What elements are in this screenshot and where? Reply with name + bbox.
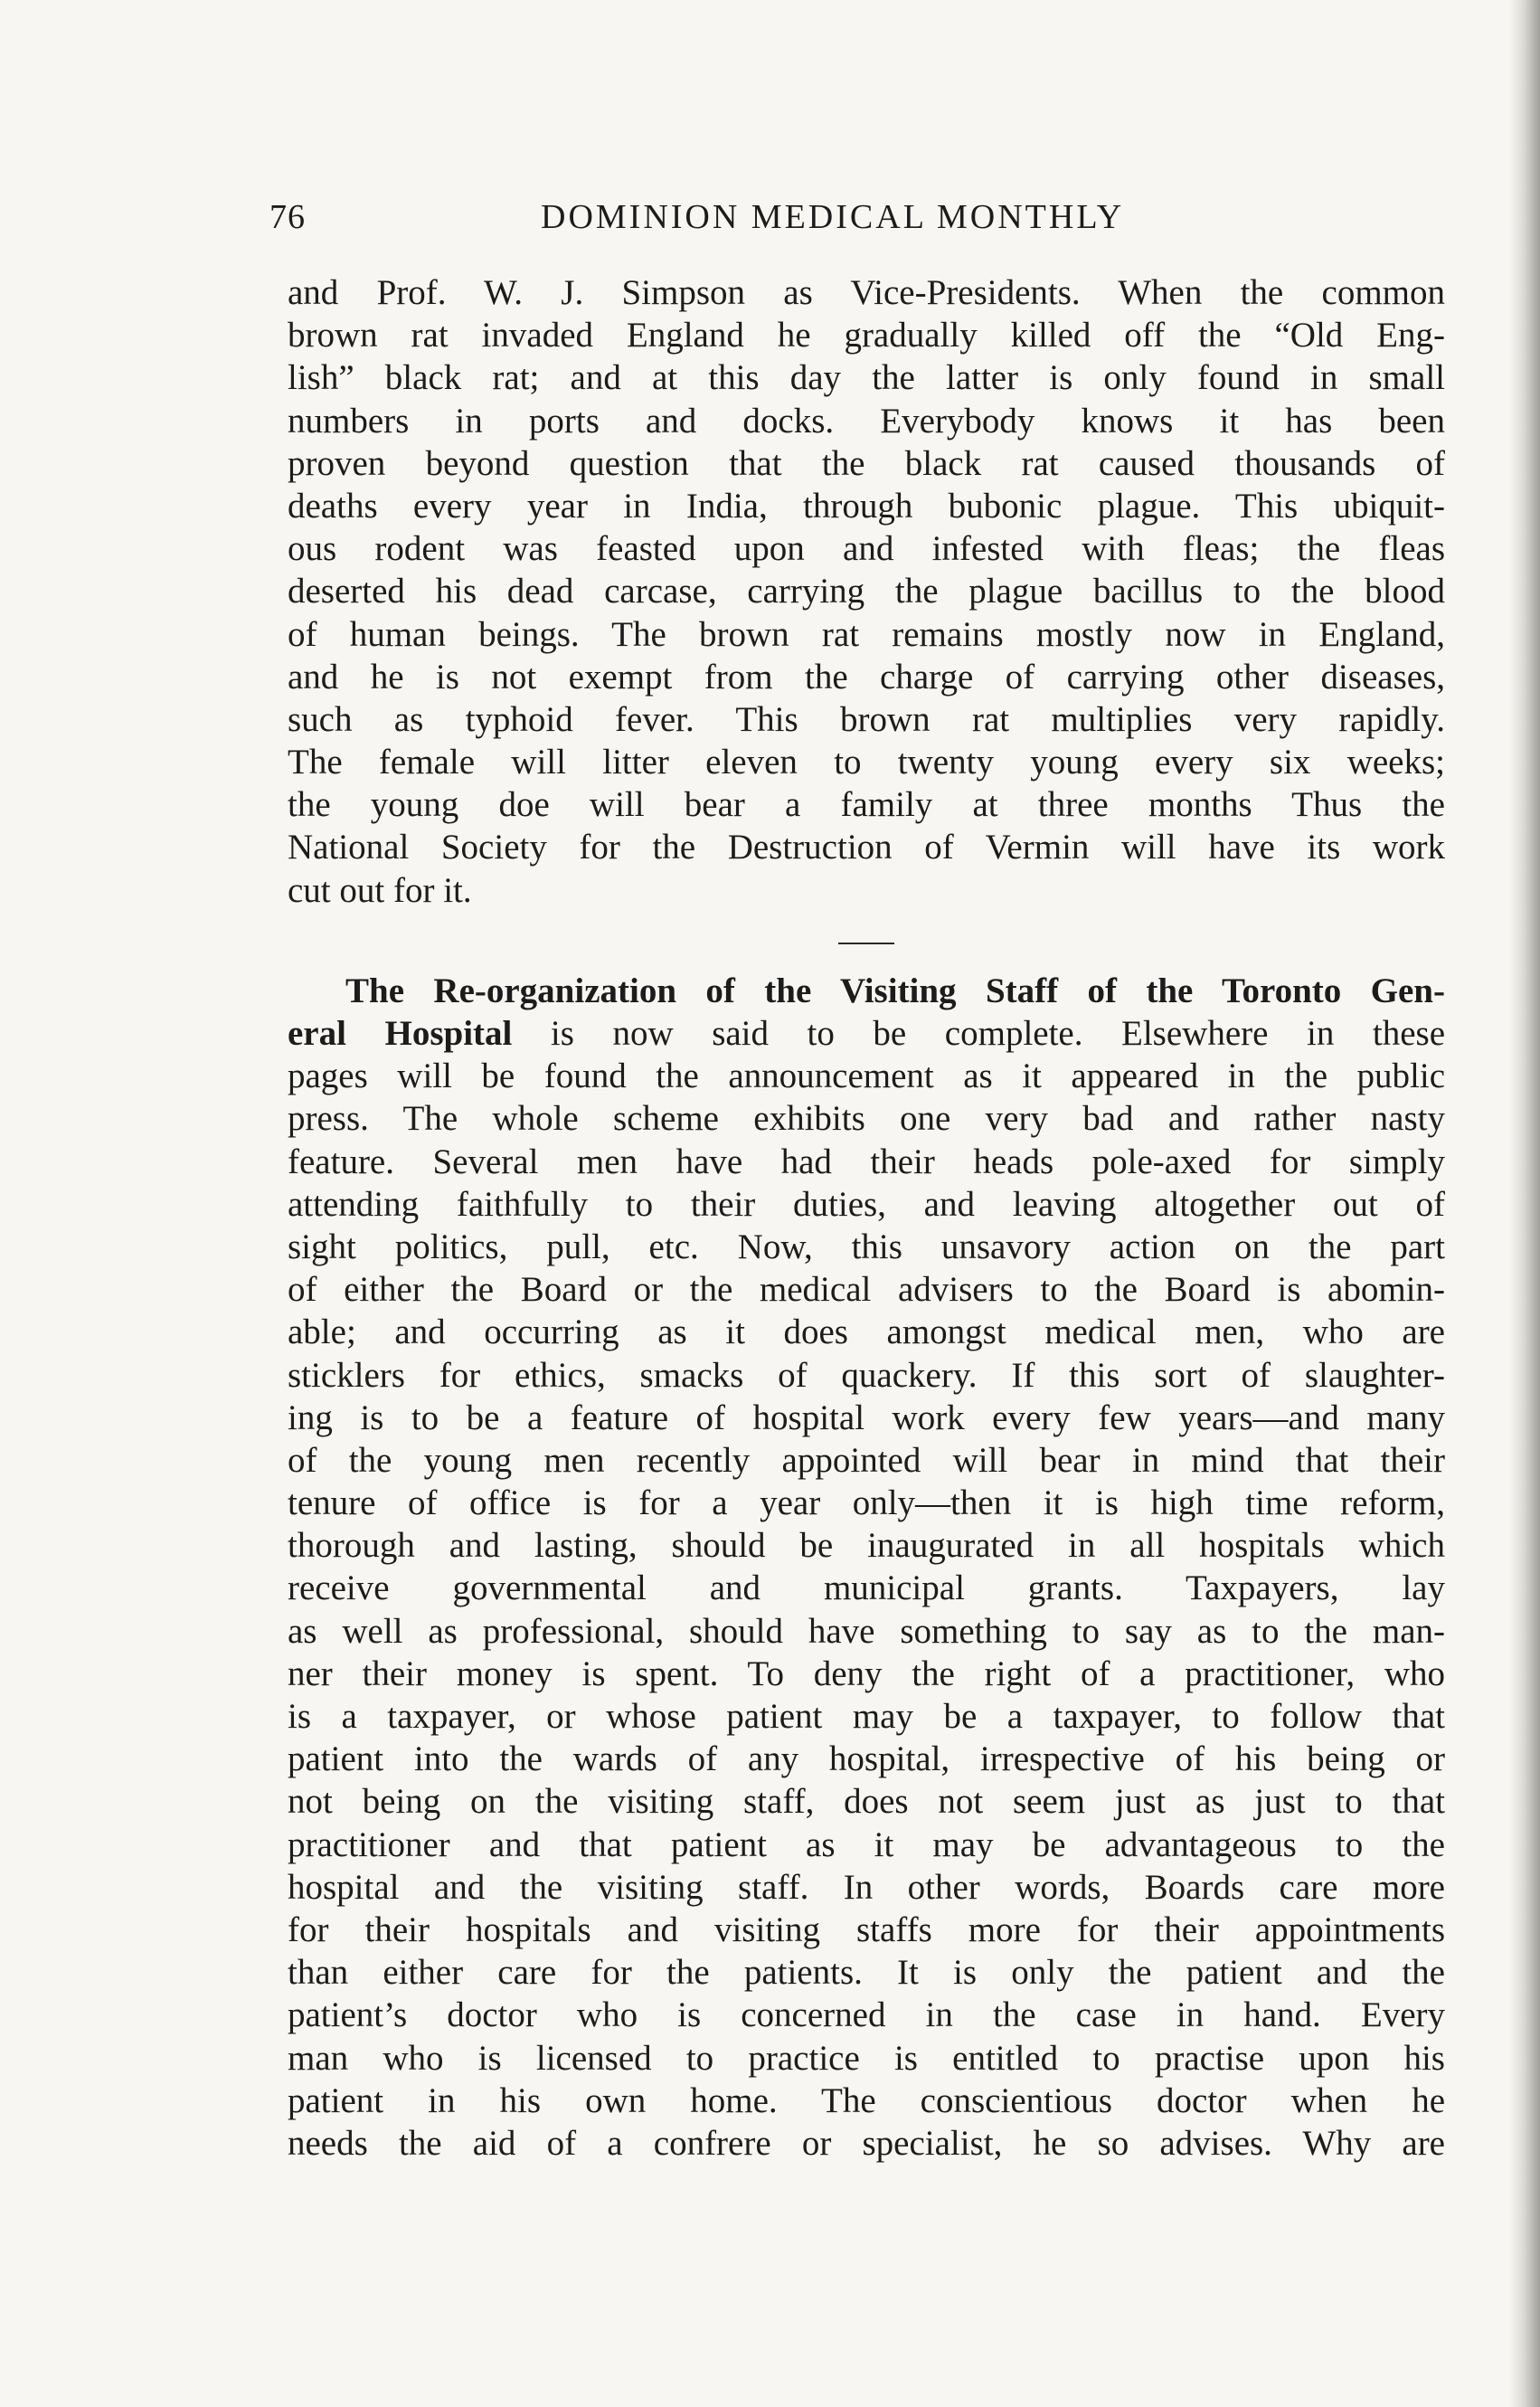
text-line: practitioner and that patient as it may be advantageous to the — [288, 1824, 1445, 1864]
text-line: deaths every year in India, through bubonic plague. This ubiquit- — [288, 486, 1445, 526]
text-line: patient’s doctor who is concerned in the case in hand. Every — [288, 1995, 1445, 2035]
text-line: ing is to be a feature of hospital work every few years—and many — [288, 1398, 1445, 1437]
text-line: press. The whole scheme exhibits one very bad and rather nasty — [288, 1099, 1445, 1139]
text-line: proven beyond question that the black rat caused thousands of — [288, 443, 1445, 483]
paragraph-hospital-lines — [288, 1055, 1445, 2165]
text-line: for their hospitals and visiting staffs more for their appointments — [288, 1909, 1445, 1949]
text-line: as well as professional, should have something to say as to the man- — [288, 1611, 1445, 1651]
text-line: feature. Several men have had their heads pole-axed for simply — [288, 1142, 1445, 1181]
text-line: of the young men recently appointed will bear in mind that their — [288, 1440, 1445, 1480]
text-line: thorough and lasting, should be inaugurated in all hospitals which — [288, 1526, 1445, 1566]
text-line: ner their money is spent. To deny the right of a practitioner, who — [288, 1654, 1445, 1693]
text-line: numbers in ports and docks. Everybody knows it has been — [288, 401, 1445, 441]
text-line: than either care for the patients. It is only the patient and the — [288, 1953, 1445, 1993]
text-line: and he is not exempt from the charge of carrying other diseases, — [288, 657, 1445, 697]
text-line: the young doe will bear a family at three months Thus the — [288, 785, 1445, 825]
text-line: attending faithfully to their duties, and leaving altogether out of — [288, 1184, 1445, 1224]
text-line: sight politics, pull, etc. Now, this unsavory action on the part — [288, 1227, 1445, 1266]
text-line: patient into the wards of any hospital, irrespective of his being or — [288, 1739, 1445, 1779]
text-line: tenure of office is for a year only—then it is high time reform, — [288, 1483, 1445, 1523]
page-header — [269, 197, 1445, 248]
text-line: is a taxpayer, or whose patient may be a taxpayer, to follow that — [288, 1697, 1445, 1736]
text-line: ous rodent was feasted upon and infested with fleas; the fleas — [288, 529, 1445, 569]
text-line: receive governmental and municipal grants. Taxpayers, lay — [288, 1568, 1445, 1608]
text-line: National Society for the Destruction of Vermin will have its work — [288, 828, 1445, 867]
text-line: sticklers for ethics, smacks of quackery. If this sort of slaughter- — [288, 1355, 1445, 1395]
text-line: not being on the visiting staff, does not seem just as just to that — [288, 1782, 1445, 1822]
text-line: of human beings. The brown rat remains mostly now in England, — [288, 614, 1445, 654]
text-line: able; and occurring as it does amongst medical men, who are — [288, 1312, 1445, 1352]
text-line: hospital and the visiting staff. In other words, Boards care more — [288, 1867, 1445, 1907]
text-line: patient in his own home. The conscientious doctor when he — [288, 2080, 1445, 2120]
text-line: man who is licensed to practice is entitled to practise upon his — [288, 2038, 1445, 2078]
text-line: deserted his dead carcase, carrying the plague bacillus to the blood — [288, 572, 1445, 611]
text-line: cut out for it. — [288, 870, 472, 910]
running-title: DOMINION MEDICAL MONTHLY — [541, 198, 1125, 236]
text-line: needs the aid of a confrere or specialist, he so advises. Why are — [288, 2123, 1445, 2163]
text-line: such as typhoid fever. This brown rat multiplies very rapidly. — [288, 699, 1445, 739]
run-in-heading: The Re-organization of the Visiting Staff of the Toronto Gen- — [345, 971, 1445, 1010]
page-number: 76 — [269, 198, 306, 236]
paragraph-rats — [288, 271, 1445, 912]
text-line: lish” black rat; and at this day the latter is only found in small — [288, 358, 1445, 398]
text-line: brown rat invaded England he gradually killed off the “Old Eng- — [288, 316, 1445, 355]
text-line: pages will be found the announcement as it appeared in the public — [288, 1057, 1445, 1096]
text-line: of either the Board or the medical advisers to the Board is abomin- — [288, 1270, 1445, 1310]
run-in-heading-end: eral Hospital — [288, 1014, 513, 1053]
text-line: and Prof. W. J. Simpson as Vice-Presidents. When the common — [288, 273, 1445, 312]
paragraph-hospital — [288, 970, 1445, 2165]
text-line-rest: is now said to be complete. Elsewhere in these — [512, 1014, 1446, 1053]
text-line: The female will litter eleven to twenty young every six weeks; — [288, 743, 1445, 782]
binding-edge-shadow — [1509, 0, 1540, 2407]
section-divider — [838, 943, 894, 944]
article-body — [288, 271, 1445, 2165]
heading-line — [288, 970, 1445, 1012]
text-line — [288, 1012, 1445, 1055]
